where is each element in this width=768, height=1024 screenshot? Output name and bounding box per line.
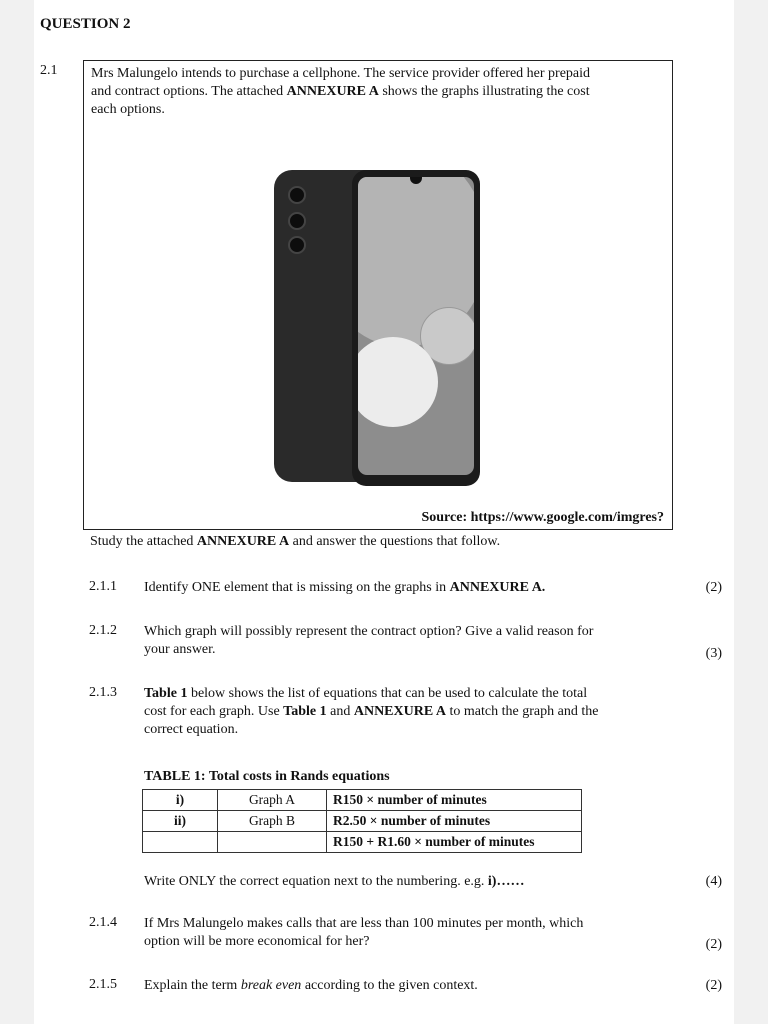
- marks-2-1-3: (4): [705, 874, 722, 889]
- question-number-2-1-3: 2.1.3: [89, 685, 117, 700]
- question-number-2-1-1: 2.1.1: [89, 579, 117, 594]
- equations-table: [142, 789, 582, 853]
- table-row: [143, 832, 582, 853]
- marks-2-1-2: (3): [705, 646, 722, 661]
- equation: R2.50 × number of minutes: [327, 811, 582, 832]
- table-title: TABLE 1: Total costs in Rands equations: [144, 769, 390, 784]
- camera-lens-icon: [288, 236, 306, 254]
- question-heading: QUESTION 2: [40, 16, 131, 32]
- table-row: [143, 811, 582, 832]
- question-number-2-1-2: 2.1.2: [89, 623, 117, 638]
- context-intro: [91, 65, 671, 119]
- question-2-1-1-text: Identify ONE element that is missing on the graphs in ANNEXURE A.: [144, 580, 546, 595]
- question-2-1-2-text: Which graph will possibly represent the contract option? Give a valid reason for your answer.: [144, 624, 594, 657]
- marks-2-1-1: (2): [705, 580, 722, 595]
- question-number-2-1-5: 2.1.5: [89, 977, 117, 992]
- equation: R150 × number of minutes: [327, 790, 582, 811]
- marks-2-1-5: (2): [705, 978, 722, 993]
- row-number: i): [143, 790, 218, 811]
- phone-screen: [358, 177, 474, 475]
- intro-line-3: each options.: [91, 102, 165, 117]
- exam-page: [34, 0, 734, 1024]
- intro-line-1: Mrs Malungelo intends to purchase a cellphone. The service provider offered her prepaid: [91, 66, 591, 81]
- study-instruction: Study the attached ANNEXURE A and answer the questions that follow.: [90, 534, 501, 549]
- graph-label: [218, 832, 327, 853]
- camera-lens-icon: [288, 186, 306, 204]
- row-number: ii): [143, 811, 218, 832]
- intro-line-2: and contract options. The attached ANNEXURE A shows the graphs illustrating the cost: [91, 84, 590, 99]
- table-row: [143, 790, 582, 811]
- question-2-1-5-text: Explain the term break even according to the given context.: [144, 978, 478, 993]
- phone-front: [352, 170, 480, 486]
- image-source: Source: https://www.google.com/imgres?: [421, 510, 664, 525]
- equation: R150 + R1.60 × number of minutes: [327, 832, 582, 853]
- question-2-1-3-instruction: Write ONLY the correct equation next to the numbering. e.g. i)……: [144, 874, 525, 889]
- question-number-2-1-4: 2.1.4: [89, 915, 117, 930]
- graph-label: Graph A: [218, 790, 327, 811]
- cellphone-image: [274, 170, 480, 486]
- question-2-1-4-text: If Mrs Malungelo makes calls that are less than 100 minutes per month, which option will be more economical for her?: [144, 916, 584, 949]
- row-number: [143, 832, 218, 853]
- question-2-1-3-text: Table 1 below shows the list of equations that can be used to calculate the total cost for each graph. Use Table 1 and ANNEXURE A to match the graph and the correct equation.: [144, 686, 599, 737]
- question-number-2-1: 2.1: [40, 63, 58, 78]
- graph-label: Graph B: [218, 811, 327, 832]
- marks-2-1-4: (2): [705, 937, 722, 952]
- camera-lens-icon: [288, 212, 306, 230]
